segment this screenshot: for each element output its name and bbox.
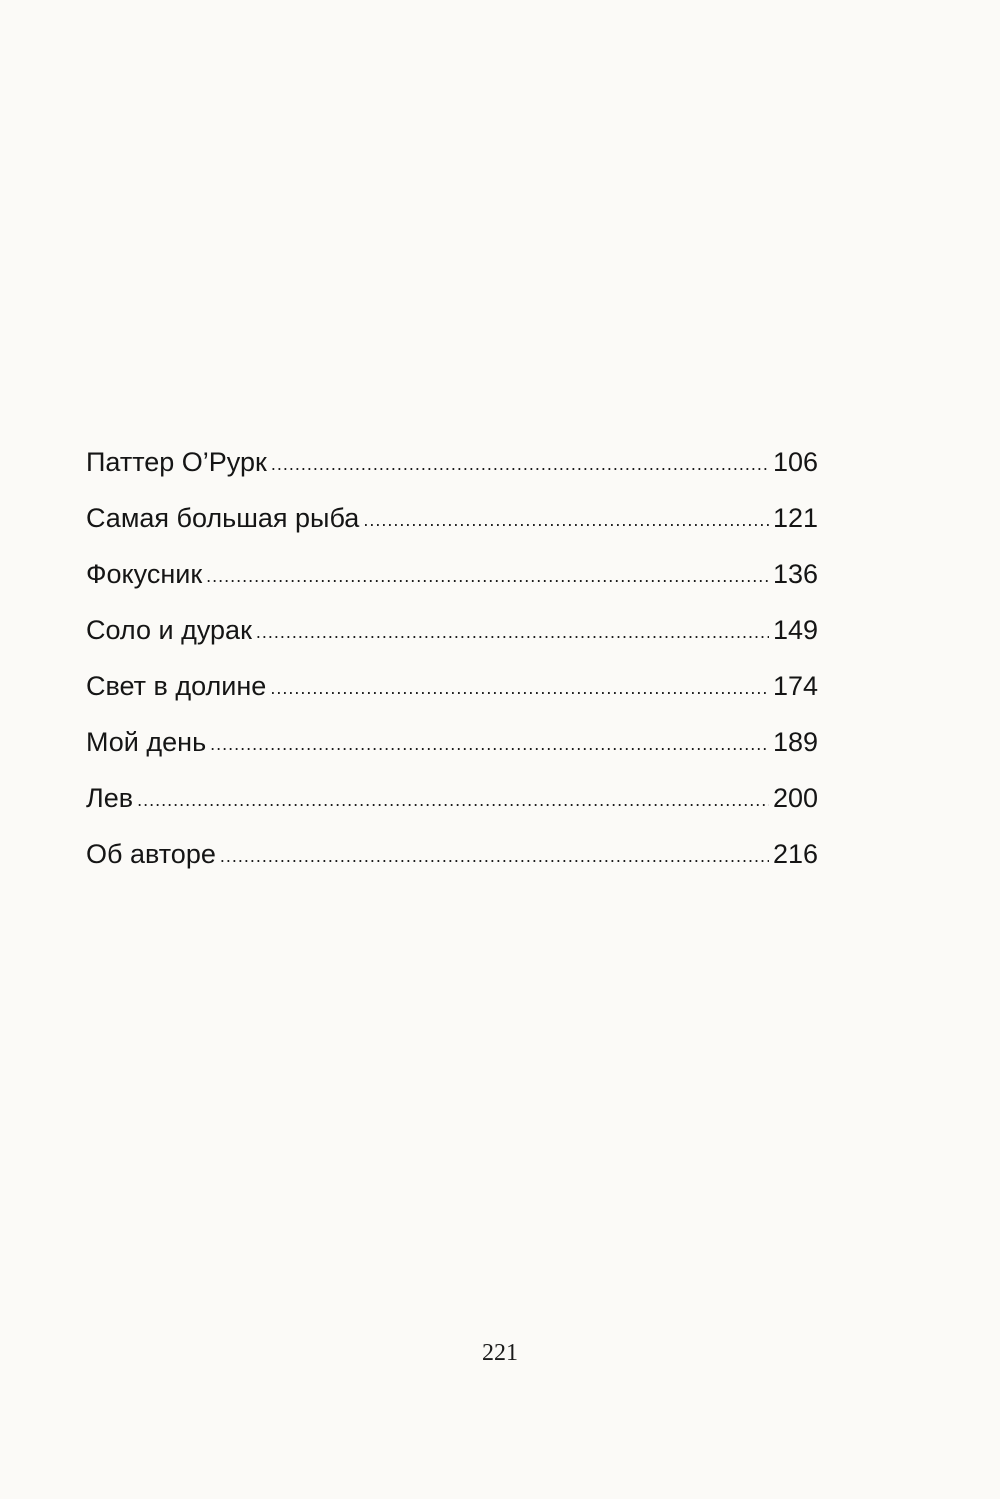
toc-entry (86, 826, 818, 882)
toc-entry (86, 770, 818, 826)
toc-entry-title: Фокусник (86, 559, 203, 589)
toc-entry-title: Соло и дурак (86, 615, 252, 645)
toc-entry-title: Самая большая рыба (86, 503, 360, 533)
toc-dot-leader (271, 436, 769, 492)
toc-dot-leader (137, 772, 769, 828)
toc-dot-leader (270, 660, 769, 716)
toc-entry-title: Об авторе (86, 839, 216, 869)
toc-entry (86, 546, 818, 602)
toc-entry-page: 149 (772, 615, 818, 645)
toc-entry-page: 200 (772, 783, 818, 813)
toc-dot-leader (206, 548, 769, 604)
page-number: 221 (482, 1340, 518, 1366)
toc-entry (86, 490, 818, 546)
toc-entry-title: Лев (86, 783, 134, 813)
toc-entry (86, 714, 818, 770)
table-of-contents (86, 434, 818, 882)
toc-entry (86, 434, 818, 490)
toc-entry-page: 136 (772, 559, 818, 589)
toc-dot-leader (363, 492, 769, 548)
toc-entry-title: Мой день (86, 727, 207, 757)
toc-entry-page: 174 (772, 671, 818, 701)
toc-entry (86, 658, 818, 714)
toc-entry-page: 216 (772, 839, 818, 869)
toc-entry (86, 602, 818, 658)
toc-dot-leader (256, 604, 769, 660)
toc-dot-leader (220, 828, 769, 884)
toc-entry-title: Свет в долине (86, 671, 267, 701)
toc-dot-leader (210, 716, 769, 772)
toc-entry-page: 189 (772, 727, 818, 757)
toc-entry-page: 121 (772, 503, 818, 533)
toc-entry-title: Паттер О’Рурк (86, 447, 267, 477)
toc-entry-page: 106 (772, 447, 818, 477)
